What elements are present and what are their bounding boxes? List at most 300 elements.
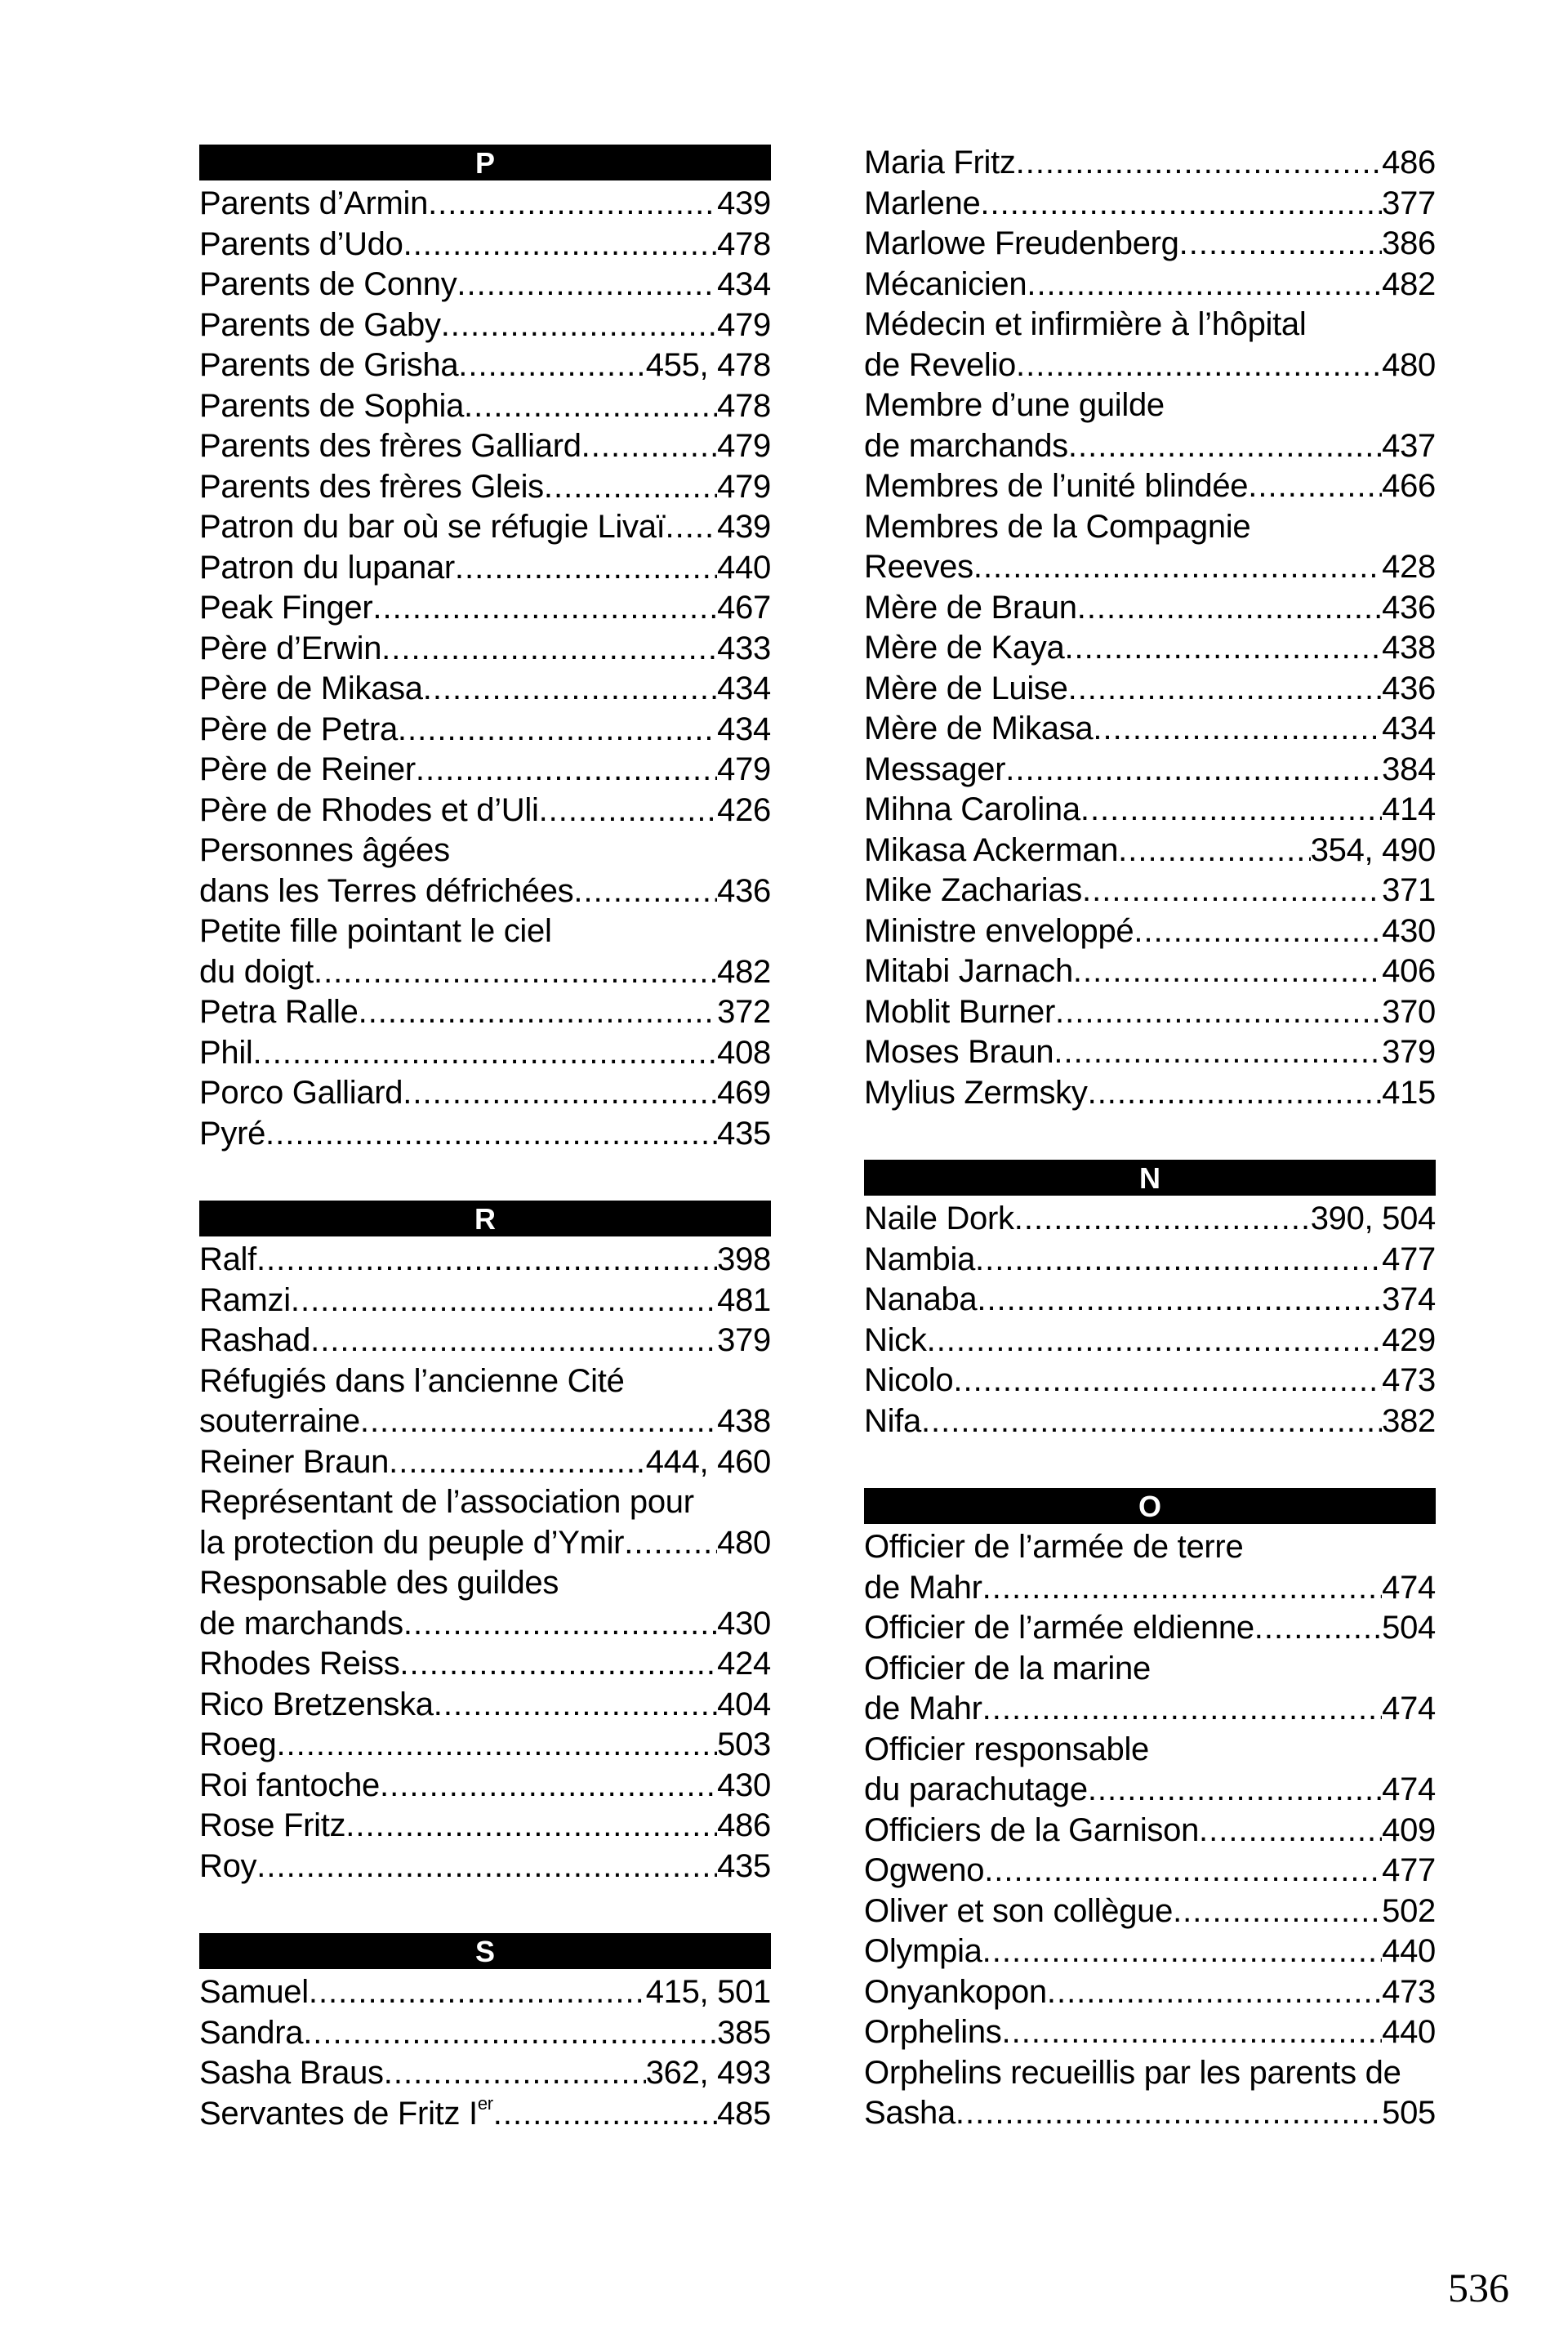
entry-name-first-line: Officier responsable <box>864 1731 1150 1767</box>
entry-name <box>864 628 1064 669</box>
dot-leader <box>309 1972 646 2013</box>
index-entry <box>864 1811 1436 1851</box>
page-references: 426 <box>717 791 771 828</box>
index-entry <box>864 588 1436 629</box>
entry-name <box>864 1972 1047 2013</box>
entry-name <box>199 1972 309 2013</box>
entry-name-first-line: Médecin et infirmière à l’hôpital <box>864 306 1307 342</box>
page-references: 436 <box>1382 589 1436 626</box>
page-references: 502 <box>1382 1892 1436 1929</box>
entry-name-first-line: Petite fille pointant le ciel <box>199 913 552 949</box>
index-entry <box>199 1806 771 1847</box>
page-references: 478 <box>717 387 771 424</box>
page-references: 479 <box>717 306 771 343</box>
dot-leader <box>423 669 717 710</box>
entry-name <box>864 1361 953 1401</box>
entry-name <box>864 2012 1002 2053</box>
entry-name <box>864 1891 1173 1932</box>
dot-leader <box>624 1523 717 1564</box>
entry-name <box>199 1442 389 1483</box>
page-references: 473 <box>1382 1362 1436 1398</box>
dot-leader <box>1016 345 1382 386</box>
dot-leader <box>1047 1972 1382 2013</box>
page-references: 503 <box>717 1726 771 1762</box>
page-references: 482 <box>717 953 771 990</box>
index-entry <box>199 750 771 791</box>
entry-name-first-line: Officier de l’armée de terre <box>864 1529 1244 1565</box>
page-number: 536 <box>1448 2265 1509 2310</box>
index-entry <box>864 1730 1436 1811</box>
page-references: 480 <box>717 1524 771 1561</box>
page-references: 430 <box>1382 912 1436 949</box>
dot-leader <box>1005 750 1382 791</box>
entry-name-text: Nifa <box>864 1402 921 1439</box>
entry-name-text: Père d’Erwin <box>199 630 382 666</box>
dot-leader <box>1248 466 1382 507</box>
dot-leader <box>403 1604 717 1645</box>
dot-leader <box>256 1847 717 1887</box>
entry-name <box>199 669 423 710</box>
entry-name-text: Pyré <box>199 1115 266 1152</box>
dot-leader <box>1082 871 1382 911</box>
section-letter-header: O <box>864 1488 1436 1524</box>
page-references: 415 <box>1382 1074 1436 1111</box>
entry-name <box>199 750 416 791</box>
page-references: 474 <box>1382 1771 1436 1807</box>
entry-name <box>864 1280 977 1321</box>
page-references: 474 <box>1382 1569 1436 1606</box>
entry-name-first-line: Réfugiés dans l’ancienne Cité <box>199 1362 625 1399</box>
index-entry <box>864 831 1436 871</box>
entry-name-text: Mikasa Ackerman <box>864 831 1119 868</box>
entry-name <box>864 750 1005 791</box>
entry-name <box>864 1811 1199 1851</box>
entry-name <box>199 225 403 265</box>
entry-name-text: Ministre enveloppé <box>864 912 1134 949</box>
entry-name-text: Porco Galliard <box>199 1075 403 1111</box>
index-entry <box>864 1240 1436 1281</box>
page-references: 398 <box>717 1241 771 1277</box>
page-references: 379 <box>717 1322 771 1358</box>
index-entry <box>864 466 1436 507</box>
dot-leader <box>973 547 1382 588</box>
entry-name-text: Nanaba <box>864 1281 978 1317</box>
page-references: 354, 490 <box>1310 831 1436 868</box>
index-entry <box>199 265 771 305</box>
entry-name-text: Mère de Luise <box>864 670 1068 706</box>
entry-name-text: Nick <box>864 1321 927 1358</box>
dot-leader <box>927 1321 1383 1361</box>
dot-leader <box>977 1280 1382 1321</box>
entry-name-text: Officiers de la Garnison <box>864 1811 1200 1848</box>
index-entry <box>199 345 771 386</box>
entry-name <box>199 2013 303 2054</box>
entry-name-text: de Mahr <box>864 1569 982 1606</box>
index-entry <box>199 2094 771 2135</box>
entry-name-text: Phil <box>199 1034 253 1071</box>
page-references: 479 <box>717 428 771 464</box>
entry-name-text: Parents de Sophia <box>199 387 465 424</box>
entry-name-text: Sandra <box>199 2014 304 2051</box>
entry-name-text: Parents de Grisha <box>199 347 459 383</box>
entry-name-text: Messager <box>864 751 1006 787</box>
page-references: 409 <box>1382 1811 1436 1848</box>
page-references: 469 <box>717 1075 771 1111</box>
dot-leader <box>665 507 717 548</box>
entry-name <box>199 1604 403 1645</box>
entry-name-text: Orphelins <box>864 2014 1002 2050</box>
entry-name <box>199 710 398 751</box>
page-references: 404 <box>717 1686 771 1722</box>
dot-leader <box>253 1033 718 1074</box>
index-entry <box>864 1199 1436 1240</box>
dot-leader <box>1088 1073 1383 1114</box>
dot-leader <box>1088 1770 1382 1811</box>
index-entry <box>199 588 771 629</box>
dot-leader <box>398 710 717 751</box>
entry-name <box>864 547 973 588</box>
superscript: er <box>477 2093 493 2114</box>
entry-name-text: Roi fantoche <box>199 1767 380 1803</box>
entry-name-text: Sasha Braus <box>199 2055 384 2091</box>
dot-leader <box>314 952 717 993</box>
dot-leader <box>1093 709 1382 750</box>
entry-name-text: de marchands <box>864 427 1068 464</box>
entry-name <box>199 2053 384 2094</box>
entry-name-text: Reeves <box>864 549 973 585</box>
entry-name-text: Parents de Gaby <box>199 306 441 343</box>
entry-name <box>864 1689 982 1730</box>
entry-name-text: Parents des frères Gleis <box>199 468 544 505</box>
page-references: 477 <box>1382 1852 1436 1888</box>
entry-name <box>864 992 1055 1033</box>
index-entry <box>864 507 1436 588</box>
entry-name <box>199 1401 360 1442</box>
dot-leader <box>982 1689 1383 1730</box>
entry-name-text: Ogweno <box>864 1852 985 1888</box>
index-section-continued <box>864 143 1436 1113</box>
entry-name <box>864 1770 1088 1811</box>
page-references: 485 <box>717 2095 771 2132</box>
entry-name <box>864 790 1080 831</box>
index-entry <box>199 992 771 1033</box>
entry-name-text: Rose Fritz <box>199 1807 346 1843</box>
entry-name-first-line: Officier de la marine <box>864 1650 1151 1686</box>
index-entry <box>864 1972 1436 2013</box>
index-entry <box>864 1073 1436 1114</box>
page-references: 486 <box>1382 145 1436 180</box>
entry-name <box>864 951 1073 992</box>
entry-name <box>199 629 381 670</box>
entry-name-text: Parents d’Armin <box>199 185 429 221</box>
entry-name-text: du doigt <box>199 953 314 990</box>
page-references: 434 <box>717 266 771 302</box>
entry-name-text: Moses Braun <box>864 1034 1054 1070</box>
page-references: 440 <box>717 549 771 586</box>
entry-name-text: Servantes de Fritz I <box>199 2095 478 2132</box>
entry-name-text: Rico Bretzenska <box>199 1686 434 1722</box>
entry-name-text: Petra Ralle <box>199 994 359 1030</box>
entry-name <box>199 1033 253 1074</box>
entry-name-text: Oliver et son collègue <box>864 1892 1174 1929</box>
index-entry <box>864 628 1436 669</box>
entry-name <box>199 588 372 629</box>
page-references: 435 <box>717 1847 771 1884</box>
index-entry <box>199 1240 771 1281</box>
page-references: 478 <box>717 225 771 262</box>
index-entry <box>199 1972 771 2013</box>
entry-name <box>864 831 1118 871</box>
page-references: 466 <box>1382 468 1436 504</box>
dot-leader <box>428 184 717 225</box>
entry-name <box>864 1240 975 1281</box>
entry-name <box>199 952 314 993</box>
entry-name <box>864 224 1179 265</box>
page-references: 408 <box>717 1034 771 1071</box>
dot-leader <box>1027 265 1382 305</box>
dot-leader <box>921 1401 1382 1442</box>
entry-name <box>199 1685 434 1726</box>
dot-leader <box>380 1766 717 1807</box>
entry-name <box>864 426 1068 467</box>
entry-name-text: Maria Fritz <box>864 145 1016 180</box>
page-references: 430 <box>717 1767 771 1803</box>
dot-leader <box>360 1401 717 1442</box>
entry-name <box>199 1321 310 1361</box>
page-references: 434 <box>717 711 771 747</box>
entry-name <box>199 548 455 589</box>
page-references: 435 <box>717 1115 771 1152</box>
page-references: 428 <box>1382 549 1436 585</box>
index-entry <box>864 790 1436 831</box>
index-entry <box>199 831 771 911</box>
page-references: 430 <box>717 1605 771 1642</box>
dot-leader <box>291 1281 717 1321</box>
entry-name <box>199 1766 380 1807</box>
entry-name-first-line: Représentant de l’association pour <box>199 1484 694 1520</box>
entry-name-text: Olympia <box>864 1933 982 1969</box>
page-references: 385 <box>717 2014 771 2051</box>
entry-name <box>199 992 359 1033</box>
dot-leader <box>416 750 717 791</box>
entry-name <box>864 2093 956 2134</box>
dot-leader <box>359 992 718 1033</box>
page-references: 477 <box>1382 1241 1436 1277</box>
entry-name-text: la protection du peuple d’Ymir <box>199 1524 625 1561</box>
dot-leader <box>1254 1608 1382 1649</box>
entry-name <box>864 1931 982 1972</box>
dot-leader <box>455 548 717 589</box>
entry-name <box>864 1608 1254 1649</box>
entry-name-text: Père de Petra <box>199 711 398 747</box>
page-references: 429 <box>1382 1321 1436 1358</box>
entry-name <box>199 2094 493 2135</box>
page-references: 467 <box>717 590 771 626</box>
entry-name-text: Père de Reiner <box>199 751 416 787</box>
dot-leader <box>982 1931 1383 1972</box>
dot-leader <box>581 426 717 467</box>
dot-leader <box>1064 628 1382 669</box>
dot-leader <box>464 386 717 427</box>
index-entry <box>864 1032 1436 1073</box>
entry-name-text: Parents des frères Galliard <box>199 428 581 464</box>
dot-leader <box>982 1568 1383 1609</box>
dot-leader <box>434 1685 717 1726</box>
index-entry <box>864 1321 1436 1361</box>
entry-name <box>864 184 980 225</box>
entry-name <box>199 871 573 912</box>
page-references: 414 <box>1382 791 1436 827</box>
section-letter-header: S <box>199 1933 771 1969</box>
dot-leader <box>493 2094 717 2135</box>
index-section-p <box>199 145 771 1154</box>
page-references: 372 <box>717 994 771 1030</box>
dot-leader <box>1073 951 1382 992</box>
page-references: 437 <box>1382 427 1436 464</box>
entry-name <box>864 871 1082 911</box>
index-entry <box>199 710 771 751</box>
entry-name <box>864 669 1068 710</box>
index-entry <box>199 467 771 508</box>
entry-name <box>199 386 464 427</box>
page-references: 379 <box>1382 1034 1436 1070</box>
dot-leader <box>1134 911 1382 952</box>
dot-leader <box>1080 790 1382 831</box>
dot-leader <box>1002 2012 1383 2053</box>
page-references: 371 <box>1382 872 1436 908</box>
page-references: 439 <box>717 509 771 545</box>
dot-leader <box>441 305 717 346</box>
index-entry <box>864 1931 1436 1972</box>
dot-leader <box>1055 992 1382 1033</box>
index-entry <box>864 1280 1436 1321</box>
dot-leader <box>956 2093 1382 2134</box>
page-references: 505 <box>1382 2095 1436 2131</box>
page-references: 382 <box>1382 1402 1436 1439</box>
entry-name-text: Nicolo <box>864 1362 954 1398</box>
entry-name <box>864 345 1016 386</box>
entry-name-text: Moblit Burner <box>864 993 1055 1030</box>
dot-leader <box>1068 426 1382 467</box>
page-references: 438 <box>717 1403 771 1439</box>
section-letter-header: R <box>199 1201 771 1236</box>
index-entry <box>864 750 1436 791</box>
entry-name <box>199 1725 276 1766</box>
page-references: 486 <box>717 1807 771 1843</box>
index-entry <box>864 2012 1436 2053</box>
dot-leader <box>384 2053 646 2094</box>
page-references: 481 <box>717 1281 771 1318</box>
entry-name <box>864 588 1077 629</box>
index-entry <box>199 1563 771 1644</box>
index-entry <box>199 1644 771 1685</box>
entry-name-text: Père de Rhodes et d’Uli <box>199 791 539 828</box>
entry-name-text: Marlene <box>864 185 981 221</box>
index-entry <box>864 143 1436 184</box>
page-references: 434 <box>717 671 771 706</box>
dot-leader <box>544 467 717 508</box>
index-entry <box>199 386 771 427</box>
section-letter-header: P <box>199 145 771 180</box>
index-entry <box>864 669 1436 710</box>
dot-leader <box>256 1240 717 1281</box>
index-section-s <box>199 1933 771 2134</box>
entry-name-text: Parents de Conny <box>199 266 457 302</box>
entry-name <box>199 1847 256 1887</box>
entry-name <box>864 709 1093 750</box>
entry-name-text: du parachutage <box>864 1771 1088 1807</box>
index-entry <box>199 305 771 346</box>
index-entry <box>864 871 1436 911</box>
dot-leader <box>539 791 718 831</box>
entry-name <box>864 1401 921 1442</box>
index-entry <box>199 2053 771 2094</box>
page-references: 377 <box>1382 185 1436 221</box>
entry-name-text: Parents d’Udo <box>199 225 403 262</box>
dot-leader <box>345 1806 717 1847</box>
entry-name <box>199 1073 403 1114</box>
dot-leader <box>1016 143 1383 184</box>
entry-name-text: Patron du lupanar <box>199 549 455 586</box>
page-references: 474 <box>1382 1691 1436 1726</box>
dot-leader <box>399 1644 717 1685</box>
index-entry <box>864 1891 1436 1932</box>
page-references: 436 <box>717 872 771 909</box>
index-entry <box>199 629 771 670</box>
index-entry <box>199 426 771 467</box>
page-references: 436 <box>1382 670 1436 706</box>
page-references: 482 <box>1382 265 1436 302</box>
entry-name <box>199 426 581 467</box>
entry-name <box>864 911 1134 952</box>
index-column-left <box>199 145 771 2181</box>
dot-leader <box>1068 669 1383 710</box>
entry-name-text: Mère de Mikasa <box>864 711 1094 746</box>
dot-leader <box>1054 1032 1382 1073</box>
entry-name <box>199 265 457 305</box>
index-column-right <box>864 143 1436 2181</box>
index-entry <box>199 548 771 589</box>
index-section-n <box>864 1160 1436 1441</box>
page-references: 455, 478 <box>645 347 771 383</box>
index-entry <box>199 225 771 265</box>
entry-name <box>864 1321 927 1361</box>
dot-leader <box>953 1361 1382 1401</box>
page-references: 479 <box>717 751 771 787</box>
entry-name <box>864 1199 1014 1240</box>
entry-name-text: Roy <box>199 1847 257 1884</box>
index-section-o <box>864 1488 1436 2134</box>
entry-name <box>199 184 428 225</box>
dot-leader <box>381 629 717 670</box>
entry-name-text: Nambia <box>864 1241 976 1277</box>
page-references: 504 <box>1382 1610 1436 1646</box>
entry-name-text: Mécanicien <box>864 265 1027 302</box>
entry-name-text: Sasha <box>864 2095 956 2131</box>
entry-name <box>864 265 1027 305</box>
entry-name-first-line: Personnes âgées <box>199 832 450 868</box>
dot-leader <box>1199 1811 1382 1851</box>
entry-name-text: Peak Finger <box>199 590 373 626</box>
dot-leader <box>1014 1199 1311 1240</box>
index-entry <box>199 1361 771 1442</box>
entry-name-text: Officier de l’armée eldienne <box>864 1610 1254 1646</box>
entry-name <box>199 1806 345 1847</box>
entry-name <box>864 1851 984 1891</box>
dot-leader <box>458 345 645 386</box>
entry-name-first-line: Orphelins recueillis par les parents de <box>864 2054 1401 2091</box>
entry-name-text: Samuel <box>199 1974 309 2010</box>
